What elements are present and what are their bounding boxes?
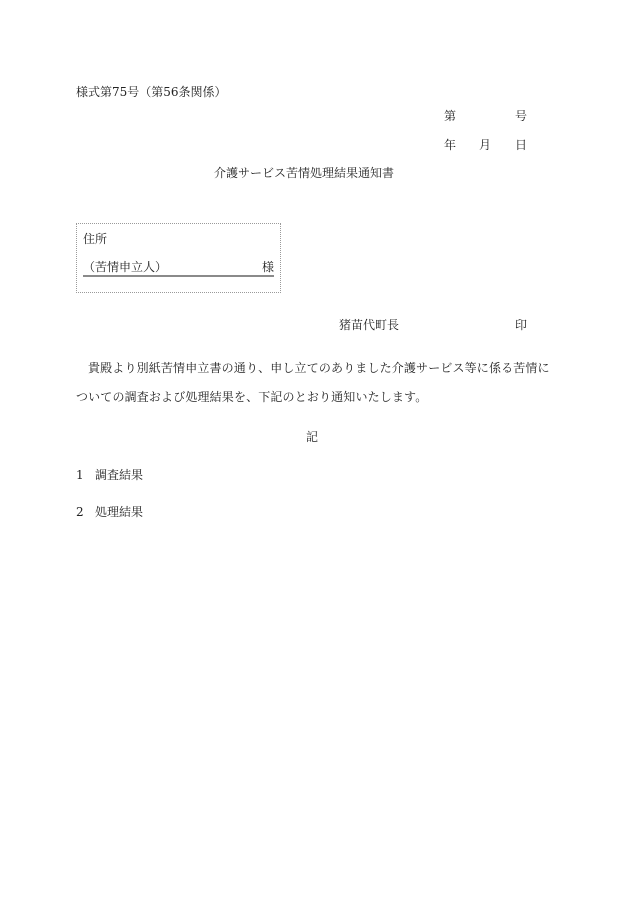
date-month-label: 月 [479,138,492,152]
list-item-number: 2 [76,505,84,519]
document-number-prefix: 第 [444,109,457,123]
address-box [76,223,281,293]
list-item-number: 1 [76,468,84,482]
ki-heading [0,429,630,445]
recipient-label: （苦情申立人） [83,260,168,274]
list-item [76,504,143,520]
document-title [0,165,630,181]
list-item-label: 調査結果 [95,468,144,482]
recipient-honorific: 様 [261,260,274,274]
list-item [76,467,143,483]
seal-mark: 印 [515,318,528,332]
form-number: 様式第75号（第56条関係） [76,85,227,99]
ki-text: 記 [305,430,318,444]
list-item-label: 処理結果 [95,505,144,519]
document-title-text: 介護サービス苦情処理結果通知書 [213,166,394,180]
address-label: 住所 [83,232,108,246]
date-year-label: 年 [444,138,457,152]
date-day-label: 日 [515,138,528,152]
document-number-suffix: 号 [515,109,528,123]
recipient-line [83,259,274,277]
sender-name: 猪苗代町長 [339,318,400,332]
body-paragraph: 貴殿より別紙苦情申立書の通り、申し立てのありました介護サービス等に係る苦情についての調査および処理結果を、下記のとおり通知いたします。 [76,361,550,404]
